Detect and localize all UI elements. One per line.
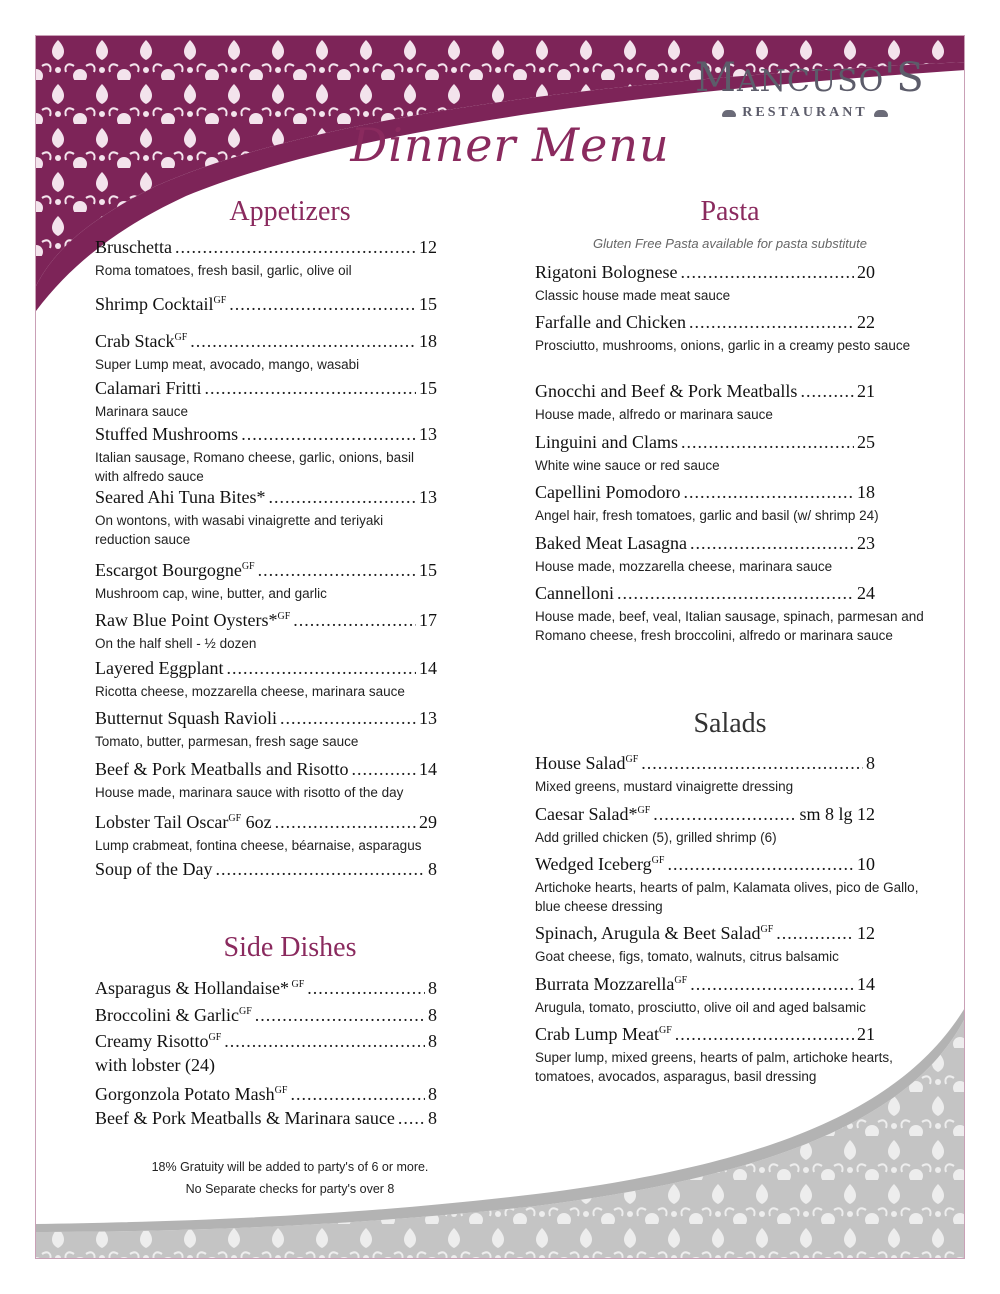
menu-item-description: Super Lump meat, avocado, mango, wasabi: [95, 357, 360, 372]
dot-leader: [351, 758, 416, 780]
menu-item-name-text: Baked Meat Lasagna: [535, 533, 687, 553]
menu-item-price: sm 8 lg 12: [799, 804, 875, 824]
menu-item-name: [95, 606, 290, 631]
menu-item-name: [95, 236, 172, 258]
shell-icon: [722, 110, 736, 117]
appetizer-item: [95, 327, 437, 374]
menu-item-name-text: Bruschetta: [95, 237, 172, 257]
appetizer-item: [95, 758, 437, 802]
menu-item-row: [95, 974, 437, 999]
menu-item-name: [535, 532, 687, 554]
menu-item-row: [95, 657, 437, 679]
menu-item-row: [535, 311, 875, 333]
menu-item-row: [95, 290, 437, 315]
salad-item: [535, 749, 875, 796]
menu-item-name-text: Crab Stack: [95, 331, 175, 351]
gluten-free-mark: GF: [658, 1025, 672, 1036]
appetizer-item: [95, 556, 437, 603]
dot-leader: [275, 811, 416, 833]
dot-leader: [617, 582, 854, 604]
menu-item-row: [95, 486, 437, 508]
menu-item-description: On the half shell - ½ dozen: [95, 636, 257, 651]
pasta-item: [535, 532, 875, 576]
menu-item-price: 20: [857, 262, 875, 282]
appetizer-item: [95, 808, 437, 855]
gluten-free-note: Gluten Free Pasta available for pasta substitute: [593, 236, 867, 251]
menu-item-row: [95, 327, 437, 352]
menu-item-row: [535, 481, 875, 503]
menu-item-description: Tomato, butter, parmesan, fresh sage sauce: [95, 734, 359, 749]
menu-item-name: [95, 423, 238, 445]
dot-leader: [175, 236, 416, 258]
menu-item-name: [535, 311, 686, 333]
menu-item-price: 21: [857, 1024, 875, 1044]
gluten-free-mark: GF: [208, 1032, 222, 1043]
menu-item-description: Arugula, tomato, prosciutto, olive oil and aged balsamic: [535, 1000, 866, 1015]
menu-item-name: [535, 1020, 672, 1045]
dot-leader: [689, 311, 854, 333]
dot-leader: [241, 423, 416, 445]
menu-item-price: 8: [428, 978, 437, 998]
menu-item-name-text: Stuffed Mushrooms: [95, 424, 239, 444]
dot-leader: [269, 486, 416, 508]
menu-item-row: [535, 532, 875, 554]
gluten-free-mark: GF: [213, 295, 227, 306]
menu-item-description: Ricotta cheese, mozzarella cheese, marinara sauce: [95, 684, 405, 699]
menu-item-name: [95, 707, 277, 729]
dot-leader: [307, 977, 425, 999]
menu-item-price: 8: [428, 1084, 437, 1104]
dot-leader: [280, 707, 416, 729]
menu-item-name-text: Beef & Pork Meatballs & Marinara sauce: [95, 1108, 395, 1128]
menu-item-description: Artichoke hearts, hearts of palm, Kalamata olives, pico de Gallo, blue cheese dressing: [535, 880, 919, 914]
dot-leader: [681, 261, 855, 283]
menu-item-row: [95, 1107, 437, 1129]
menu-item-name: [95, 1107, 395, 1129]
pasta-item: [535, 261, 875, 305]
appetizer-item: [95, 858, 437, 880]
menu-item-name: [95, 858, 212, 880]
menu-item-row: [535, 800, 875, 825]
menu-item-name: [535, 380, 797, 402]
dot-leader: [776, 922, 854, 944]
menu-item-name: [95, 1001, 252, 1026]
menu-item-name-text: Burrata Mozzarella: [535, 974, 675, 994]
gluten-free-mark: GF: [174, 332, 188, 343]
side-item: [95, 1001, 437, 1026]
menu-item-name-text: Creamy Risotto: [95, 1031, 209, 1051]
menu-item-name: [95, 290, 226, 315]
menu-item-name-text: with lobster (24): [95, 1055, 215, 1075]
menu-item-price: 13: [419, 708, 437, 728]
dot-leader: [684, 481, 855, 503]
menu-item-name-text: Calamari Fritti: [95, 378, 202, 398]
page-title: Dinner Menu: [350, 118, 670, 172]
appetizer-item: [95, 486, 437, 549]
menu-item-name-text: Farfalle and Chicken: [535, 312, 686, 332]
menu-item-name: [95, 974, 304, 999]
menu-item-price: 25: [857, 432, 875, 452]
dot-leader: [204, 377, 416, 399]
menu-item-row: [535, 380, 875, 402]
dot-leader: [215, 858, 425, 880]
menu-item-name-text: Layered Eggplant: [95, 658, 224, 678]
menu-item-price: 15: [419, 378, 437, 398]
menu-item-price: 15: [419, 560, 437, 580]
logo-name: [695, 55, 925, 105]
menu-item-price: 12: [857, 923, 875, 943]
menu-item-name-text: Beef & Pork Meatballs and Risotto: [95, 759, 349, 779]
menu-item-price: 22: [857, 312, 875, 332]
menu-item-description: Super lump, mixed greens, hearts of palm, artichoke hearts, tomatoes, avocados, asparagus, basil dressing: [535, 1050, 893, 1084]
menu-item-price: 8: [428, 1108, 437, 1128]
menu-item-description: Lump crabmeat, fontina cheese, béarnaise, asparagus: [95, 838, 422, 853]
appetizer-item: [95, 377, 437, 421]
menu-item-name-text: Caesar Salad*: [535, 804, 638, 824]
menu-item-name: [95, 327, 187, 352]
menu-item-name-text: Wedged Iceberg: [535, 854, 652, 874]
dot-leader: [681, 431, 854, 453]
menu-item-row: [95, 423, 437, 445]
pasta-item: [535, 582, 924, 645]
menu-item-price: 18: [419, 331, 437, 351]
appetizer-item: [95, 657, 437, 701]
menu-item-name-text: Raw Blue Point Oysters*: [95, 610, 278, 630]
dot-leader: [229, 293, 416, 315]
appetizer-item: [95, 606, 437, 653]
menu-item-description: Goat cheese, figs, tomato, walnuts, citrus balsamic: [535, 949, 839, 964]
menu-item-price: 14: [857, 974, 875, 994]
menu-item-name-text: Linguini and Clams: [535, 432, 678, 452]
menu-item-description: Angel hair, fresh tomatoes, garlic and basil (w/ shrimp 24): [535, 508, 879, 523]
menu-item-name: [535, 261, 678, 283]
side-item: [95, 1054, 437, 1076]
menu-item-row: [95, 808, 437, 833]
menu-item-name-text: Lobster Tail Oscar: [95, 812, 229, 832]
menu-item-row: [535, 261, 875, 283]
menu-item-price: 14: [419, 759, 437, 779]
dot-leader: [290, 1083, 425, 1105]
menu-item-name-text: Soup of the Day: [95, 859, 213, 879]
dot-leader: [690, 532, 854, 554]
salad-item: [535, 850, 919, 916]
dot-leader: [690, 973, 854, 995]
dot-leader: [258, 559, 416, 581]
menu-item-row: [95, 1001, 437, 1026]
pasta-heading: Pasta: [700, 196, 760, 227]
gluten-free-mark: GF: [241, 561, 255, 572]
menu-item-description: House made, beef, veal, Italian sausage, spinach, parmesan and Romano cheese, fresh broccolini, alfredo or marinara sauce: [535, 609, 924, 643]
menu-item-price: 21: [857, 381, 875, 401]
menu-item-row: [535, 919, 875, 944]
menu-item-name: [95, 486, 266, 508]
menu-item-name-text: Shrimp Cocktail: [95, 294, 214, 314]
pasta-item: [535, 481, 879, 525]
menu-item-description: Add grilled chicken (5), grilled shrimp (6): [535, 830, 777, 845]
gratuity-note: 18% Gratuity will be added to party's of 6 or more.: [151, 1160, 429, 1174]
menu-item-name: [535, 800, 650, 825]
gluten-free-mark: GF: [277, 611, 291, 622]
menu-item-name: [95, 1080, 287, 1105]
logo-subtitle: [695, 105, 915, 121]
menu-item-price: 14: [419, 658, 437, 678]
menu-item-price: 29: [419, 812, 437, 832]
menu-item-name: [535, 431, 678, 453]
menu-item-description: Prosciutto, mushrooms, onions, garlic in a creamy pesto sauce: [535, 338, 911, 353]
salad-item: [535, 800, 875, 847]
logo-subtitle-text: RESTAURANT: [742, 105, 868, 120]
gluten-free-mark: GF: [637, 805, 651, 816]
logo-name-rest: ANCUSO: [736, 64, 885, 99]
dot-leader: [226, 657, 416, 679]
menu-item-row: [535, 850, 875, 875]
menu-item-row: [535, 1020, 875, 1045]
menu-item-description: House made, mozzarella cheese, marinara sauce: [535, 559, 833, 574]
menu-item-row: [95, 858, 437, 880]
dot-leader: [667, 853, 854, 875]
menu-item-row: [95, 1080, 437, 1105]
salads-heading: Salads: [693, 708, 767, 739]
appetizer-item: [95, 236, 437, 280]
menu-item-name-text: Broccolini & Garlic: [95, 1005, 239, 1025]
menu-item-name: [95, 657, 223, 679]
menu-item-name-text: Escargot Bourgogne: [95, 560, 242, 580]
menu-item-name-text: Rigatoni Bolognese: [535, 262, 678, 282]
menu-item-name-text: Seared Ahi Tuna Bites*: [95, 487, 266, 507]
menu-item-row: [95, 236, 437, 258]
menu-item-row: [95, 707, 437, 729]
menu-item-name: [535, 850, 664, 875]
gluten-free-mark: GF: [238, 1006, 252, 1017]
menu-item-name: [535, 970, 687, 995]
menu-item-name-text: Asparagus & Hollandaise*: [95, 978, 289, 998]
dot-leader: [255, 1004, 425, 1026]
restaurant-logo: [695, 55, 925, 121]
gluten-free-mark: GF: [228, 813, 242, 824]
menu-item-name: [95, 377, 201, 399]
dot-leader: [641, 752, 863, 774]
separate-checks-note: No Separate checks for party's over 8: [185, 1182, 395, 1196]
menu-item-row: [535, 582, 875, 604]
menu-item-price: 8: [428, 1005, 437, 1025]
menu-item-description: Mixed greens, mustard vinaigrette dressing: [535, 779, 794, 794]
appetizer-item: [95, 423, 437, 486]
pasta-item: [535, 311, 911, 355]
appetizer-item: [95, 290, 437, 315]
salad-item: [535, 1020, 893, 1086]
gluten-free-mark: GF: [274, 1085, 288, 1096]
menu-item-description: House made, alfredo or marinara sauce: [535, 407, 773, 422]
dot-leader: [398, 1107, 425, 1129]
menu-item-name: [95, 1027, 221, 1052]
appetizer-item: [95, 707, 437, 751]
menu-item-name: [95, 758, 348, 780]
menu-item-name: [95, 1054, 215, 1076]
menu-item-name-text: Cannelloni: [535, 583, 614, 603]
menu-item-name-text: House Salad: [535, 753, 626, 773]
menu-item-row: [95, 377, 437, 399]
menu-item-row: [535, 749, 875, 774]
dot-leader: [800, 380, 854, 402]
pasta-item: [535, 380, 875, 424]
menu-item-price: 18: [857, 482, 875, 502]
menu-item-price: 8: [866, 753, 875, 773]
menu-item-name: [535, 582, 614, 604]
menu-item-name-text: Spinach, Arugula & Beet Salad: [535, 923, 761, 943]
side-item: [95, 1027, 437, 1052]
menu-item-description: Marinara sauce: [95, 404, 189, 419]
menu-item-name-text: Gorgonzola Potato Mash: [95, 1084, 275, 1104]
menu-item-description: Roma tomatoes, fresh basil, garlic, olive oil: [95, 263, 352, 278]
menu-item-size: 6oz: [241, 812, 272, 832]
menu-item-row: [535, 970, 875, 995]
menu-item-price: 15: [419, 294, 437, 314]
menu-item-description: White wine sauce or red sauce: [535, 458, 720, 473]
gluten-free-mark: GF: [288, 979, 305, 990]
menu-item-row: [95, 1027, 437, 1052]
menu-item-name: [535, 749, 638, 774]
dot-leader: [190, 330, 416, 352]
appetizers-heading: Appetizers: [229, 196, 351, 227]
menu-item-name: [535, 919, 773, 944]
menu-item-name-text: Crab Lump Meat: [535, 1024, 659, 1044]
menu-item-price: 24: [857, 583, 875, 603]
menu-item-row: [535, 431, 875, 453]
side-dishes-heading: Side Dishes: [223, 932, 357, 963]
side-item: [95, 974, 437, 999]
gluten-free-mark: GF: [625, 754, 639, 765]
menu-item-price: 13: [419, 424, 437, 444]
menu-item-price: 17: [419, 610, 437, 630]
menu-item-description: House made, marinara sauce with risotto of the day: [95, 785, 404, 800]
gluten-free-mark: GF: [674, 975, 688, 986]
side-item: [95, 1107, 437, 1129]
dot-leader: [224, 1030, 425, 1052]
menu-item-price: 23: [857, 533, 875, 553]
menu-item-name-text: Gnocchi and Beef & Pork Meatballs: [535, 381, 798, 401]
menu-item-name: [535, 481, 681, 503]
gluten-free-mark: GF: [760, 924, 774, 935]
logo-name-tail: 'S: [884, 55, 925, 101]
shell-icon: [874, 110, 888, 117]
menu-item-price: 10: [857, 854, 875, 874]
salad-item: [535, 970, 875, 1017]
logo-name-initial: M: [695, 55, 737, 101]
menu-item-row: [95, 1054, 437, 1076]
side-item: [95, 1080, 437, 1105]
pasta-item: [535, 431, 875, 475]
menu-item-row: [95, 556, 437, 581]
menu-item-description: Mushroom cap, wine, butter, and garlic: [95, 586, 327, 601]
menu-item-description: On wontons, with wasabi vinaigrette and teriyaki reduction sauce: [95, 513, 384, 547]
dot-leader: [675, 1023, 854, 1045]
menu-item-price: 12: [419, 237, 437, 257]
menu-item-description: Italian sausage, Romano cheese, garlic, onions, basil with alfredo sauce: [95, 450, 414, 484]
menu-item-row: [95, 758, 437, 780]
menu-item-price: 8: [428, 1031, 437, 1051]
dot-leader: [653, 803, 796, 825]
menu-item-price: 13: [419, 487, 437, 507]
menu-item-description: Classic house made meat sauce: [535, 288, 731, 303]
gluten-free-mark: GF: [651, 855, 665, 866]
dot-leader: [293, 609, 416, 631]
menu-item-row: [95, 606, 437, 631]
menu-item-name: [95, 808, 272, 833]
menu-item-price: 8: [428, 859, 437, 879]
menu-item-name-text: Butternut Squash Ravioli: [95, 708, 277, 728]
menu-item-name: [95, 556, 255, 581]
menu-item-name-text: Capellini Pomodoro: [535, 482, 681, 502]
salad-item: [535, 919, 875, 966]
